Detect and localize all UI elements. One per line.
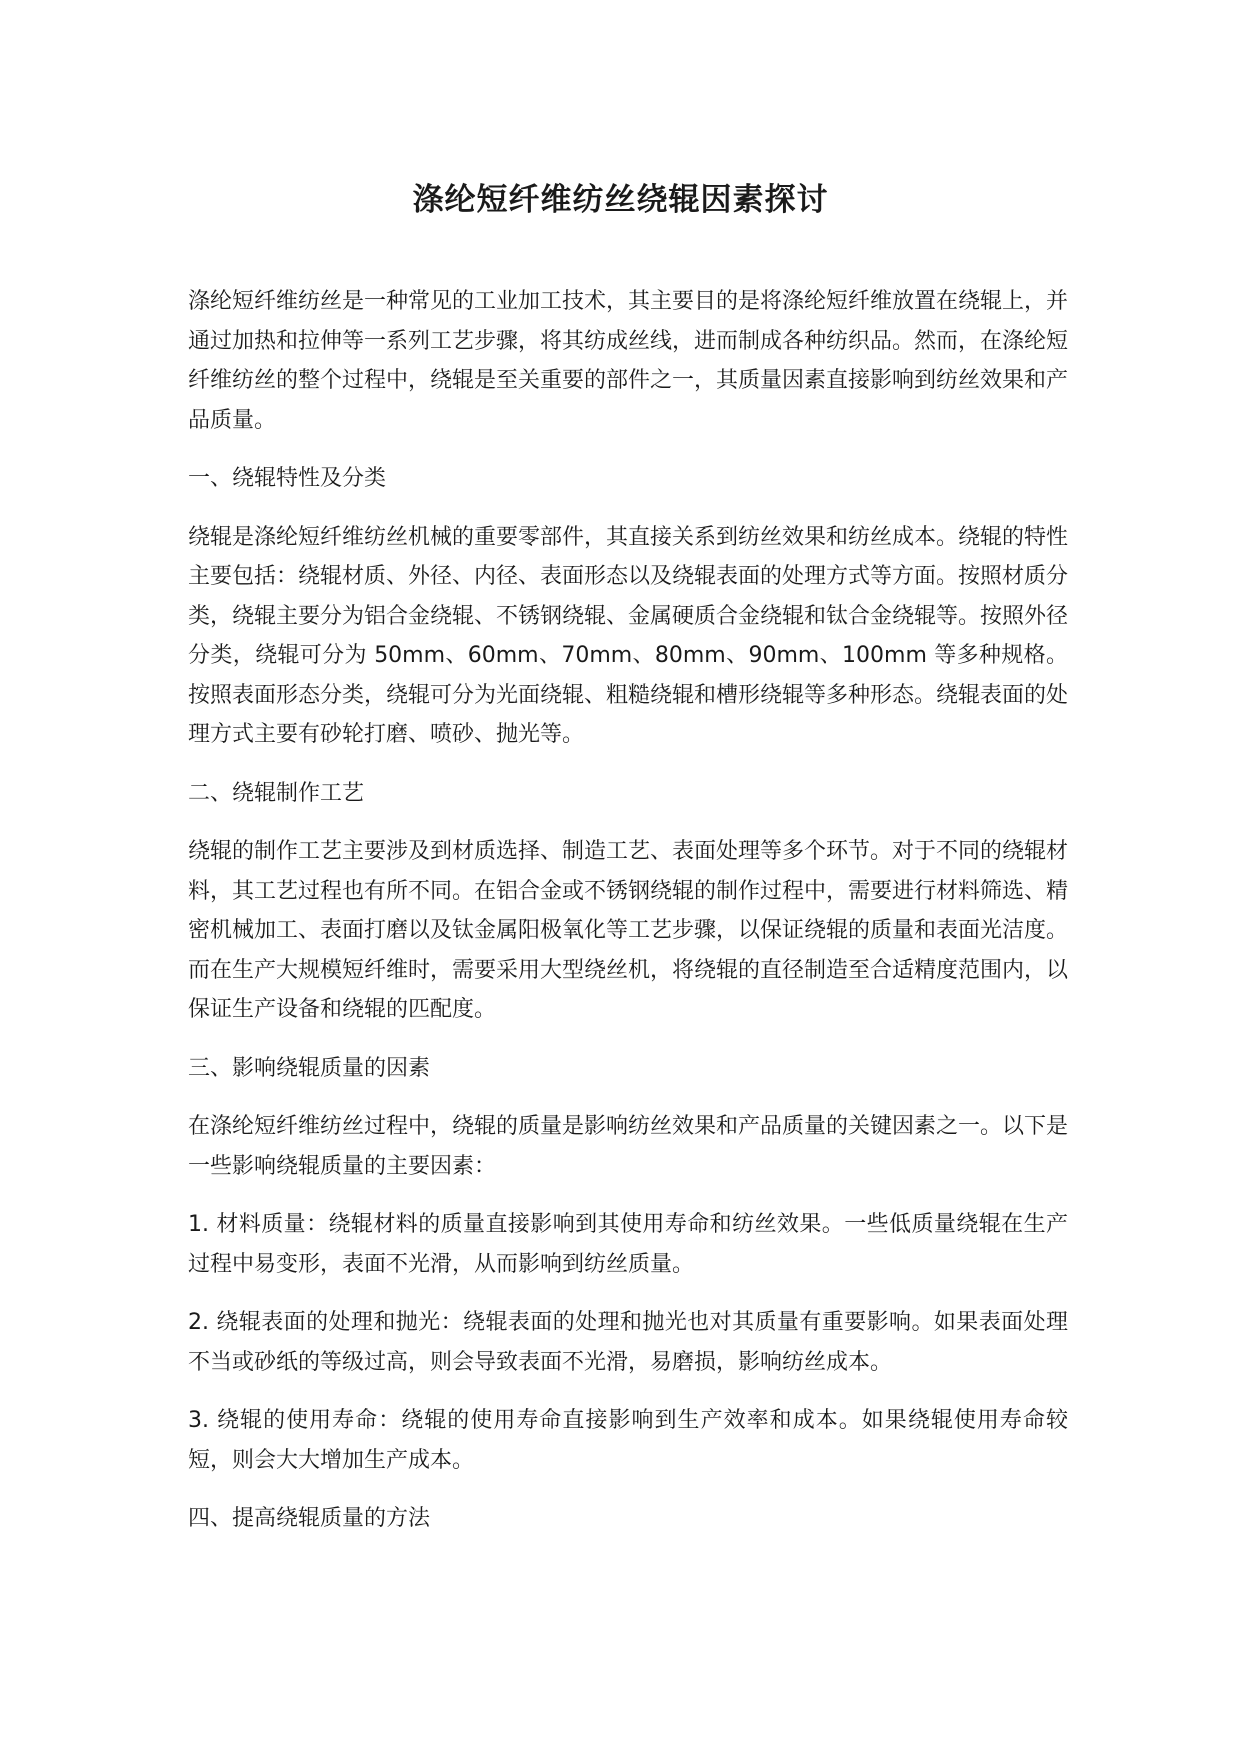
- list-item: 1. 材料质量：绕辊材料的质量直接影响到其使用寿命和纺丝效果。一些低质量绕辊在生产过程中易变形，表面不光滑，从而影响到纺丝质量。: [188, 1212, 1068, 1277]
- section-3-paragraph: 在涤纶短纤维纺丝过程中，绕辊的质量是影响纺丝效果和产品质量的关键因素之一。以下是一些影响绕辊质量的主要因素：: [188, 1114, 1069, 1179]
- list-item: 2. 绕辊表面的处理和抛光：绕辊表面的处理和抛光也对其质量有重要影响。如果表面处理不当或砂纸的等级过高，则会导致表面不光滑，易磨损，影响纺丝成本。: [188, 1310, 1068, 1375]
- intro-paragraph: 涤纶短纤维纺丝是一种常见的工业加工技术，其主要目的是将涤纶短纤维放置在绕辊上，并通过加热和拉伸等一系列工艺步骤，将其纺成丝线，进而制成各种纺织品。然而，在涤纶短纤维纺丝的整个过程中，绕辊是至关重要的部件之一，其质量因素直接影响到纺丝效果和产品质量。: [188, 289, 1069, 433]
- section-heading-4: 四、提高绕辊质量的方法: [188, 1506, 431, 1531]
- list-item: 3. 绕辊的使用寿命：绕辊的使用寿命直接影响到生产效率和成本。如果绕辊使用寿命较短，则会大大增加生产成本。: [188, 1408, 1068, 1473]
- section-1-paragraph: 绕辊是涤纶短纤维纺丝机械的重要零部件，其直接关系到纺丝效果和纺丝成本。绕辊的特性主要包括：绕辊材质、外径、内径、表面形态以及绕辊表面的处理方式等方面。按照材质分类，绕辊主要分为铝合金绕辊、不锈钢绕辊、金属硬质合金绕辊和钛合金绕辊等。按照外径分类，绕辊可分为 50mm、60mm、70mm、80mm、90mm、100mm 等多种规格。按照表面形态分类，绕辊可分为光面绕辊、粗糙绕辊和槽形绕辊等多种形态。绕辊表面的处理方式主要有砂轮打磨、喷砂、抛光等。: [188, 524, 1069, 747]
- document-title: 涤纶短纤维纺丝绕辊因素探讨: [412, 182, 829, 218]
- section-heading-1: 一、绕辊特性及分类: [188, 466, 387, 491]
- section-2-paragraph: 绕辊的制作工艺主要涉及到材质选择、制造工艺、表面处理等多个环节。对于不同的绕辊材料，其工艺过程也有所不同。在铝合金或不锈钢绕辊的制作过程中，需要进行材料筛选、精密机械加工、表面打磨以及钛金属阳极氧化等工艺步骤，以保证绕辊的质量和表面光洁度。而在生产大规模短纤维时，需要采用大型绕丝机，将绕辊的直径制造至合适精度范围内，以保证生产设备和绕辊的匹配度。: [188, 839, 1069, 1022]
- section-heading-2: 二、绕辊制作工艺: [188, 780, 365, 806]
- section-heading-3: 三、影响绕辊质量的因素: [188, 1055, 431, 1081]
- document-body: [188, 282, 1068, 1558]
